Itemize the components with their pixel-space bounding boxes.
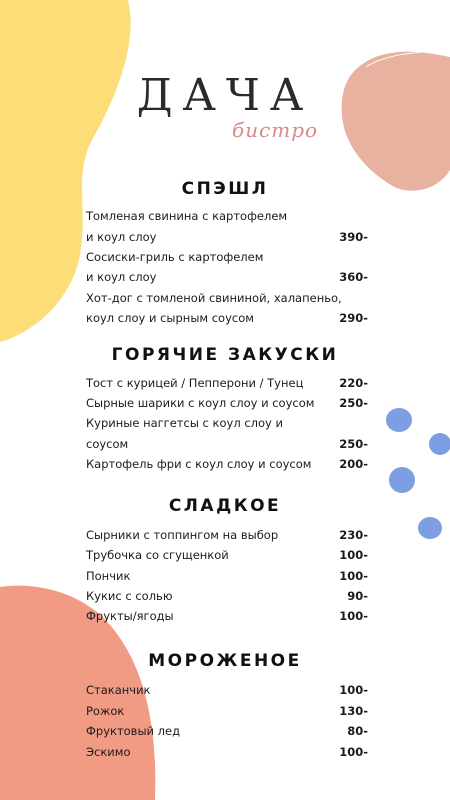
menu-row: Фруктовый лед 80- [86,724,368,738]
section-title-special: СПЭШЛ [181,179,269,199]
menu-row: соусом 250- [86,437,368,451]
menu-row: Сырные шарики с коул слоу и соусом 250- [86,396,368,410]
menu-row: коул слоу и сырным соусом 290- [86,311,368,325]
menu-row: Кукис с солью 90- [86,589,368,603]
menu-row: и коул слоу 360- [86,270,368,284]
menu-row: Хот-дог с томленой свининой, халапеньо, [86,291,342,305]
menu-row: Куриные наггетсы с коул слоу и [86,416,283,430]
logo-subtitle: бистро [232,118,319,142]
menu-row: Тост с курицей / Пепперони / Тунец 220- [86,376,368,390]
menu-row: Стаканчик 100- [86,683,368,697]
menu-row: и коул слоу 390- [86,230,368,244]
blue-dots [380,400,450,550]
menu-row: Сырники с топпингом на выбор 230- [86,528,368,542]
menu-row: Картофель фри с коул слоу и соусом 200- [86,457,368,471]
section-title-hot-snacks: ГОРЯЧИЕ ЗАКУСКИ [111,345,339,365]
menu-row: Эскимо 100- [86,745,368,759]
menu-row: Сосиски-гриль с картофелем [86,250,264,264]
section-title-ice-cream: МОРОЖЕНОЕ [148,651,302,671]
menu-row: Трубочка со сгущенкой 100- [86,548,368,562]
menu-row: Томленая свинина с картофелем [86,209,288,223]
logo-title: ДАЧА [136,70,314,121]
menu-row: Пончик 100- [86,569,368,583]
menu-row: Фрукты/ягоды 100- [86,609,368,623]
section-title-desserts: СЛАДКОЕ [168,496,282,516]
menu-row: Рожок 130- [86,704,368,718]
